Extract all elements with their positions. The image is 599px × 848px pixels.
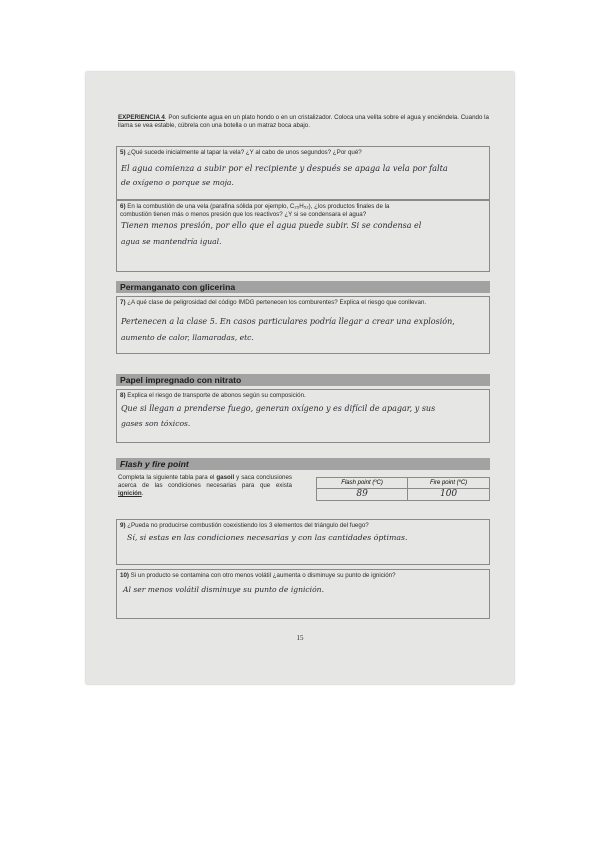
question-10-text [120,572,486,580]
question-8-text [120,392,486,400]
answer-6-line-2: agua se mantendría igual. [121,237,222,246]
question-6-number: 6) [120,203,126,210]
worksheet-page [86,72,514,684]
question-9-text [120,522,486,530]
fire-point-value-text: 100 [439,489,458,499]
question-8-prompt: Explica el riesgo de transporte de abonos según su composición. [125,392,306,399]
question-10-box [116,569,490,619]
experiencia-text: . Pon suficiente agua en un plato hondo o en un cristalizador. Coloca una velita sobre el agua y enciéndela. Cuando la llama se vea estable, cúbrela con una botella o un matraz boca abajo. [118,114,489,130]
question-6-prompt: En la combustión de una vela (parafina sólida por ejemplo, C₂₅H₅₂), ¿los productos finales de la combustión tienen más o menos presión que los reactivos? ¿Y si se condensara el agua? [120,203,390,219]
fire-point-value [408,489,490,501]
section-flash-header: Flash y fire point [116,458,490,470]
answer-10: Al ser menos volátil disminuye su punto de ignición. [123,585,324,594]
answer-6-line-1: Tienen menos presión, por ello que el agua puede subir. Si se condensa el [121,221,422,230]
answer-7-line-2: aumento de calor, llamaradas, etc. [121,333,254,342]
flash-point-header: Flash point (ºC) [317,478,408,489]
question-8-box [116,389,490,443]
question-5-number: 5) [120,149,126,156]
flash-point-value [317,489,408,501]
page-number: 15 [296,634,304,642]
answer-7-line-1: Pertenecen a la clase 5. En casos particulares podría llegar a crear una explosión, [121,317,455,326]
question-6-text [120,203,420,219]
question-7-number: 7) [120,299,126,306]
section-permanganato-header: Permanganato con glicerina [116,281,490,293]
answer-8-line-2: gases son tóxicos. [121,419,191,428]
flash-instructions [118,474,292,498]
question-7-box [116,296,490,354]
question-7-prompt: ¿A qué clase de peligrosidad del código IMDG pertenecen los comburentes? Explica el riesgo que conllevan. [125,299,427,306]
section-papel-header: Papel impregnado con nitrato [116,374,490,386]
fire-point-header: Fire point (ºC) [408,478,490,489]
question-7-text [120,299,486,307]
flash-intro-ignicion: ignición [118,490,142,498]
question-5-box [116,146,490,200]
question-6-box [116,200,490,272]
question-8-number: 8) [120,392,126,399]
answer-5-line-1: El agua comienza a subir por el recipiente y después se apaga la vela por falta [121,163,448,173]
flash-intro-text-3: . [141,490,144,498]
answer-8-line-1: Que si llegan a prenderse fuego, generan oxígeno y es difícil de apagar, y sus [121,404,436,413]
question-9-number: 9) [120,522,126,529]
question-10-number: 10) [120,572,129,579]
flash-point-value-text: 89 [356,489,368,499]
question-9-prompt: ¿Pueda no producirse combustión coexistiendo los 3 elementos del triángulo del fuego? [125,522,369,529]
flash-intro-text-1: Completa la siguiente tabla para el [118,474,217,481]
flash-intro-gasoil: gasoil [216,474,235,481]
question-9-box [116,519,490,565]
question-10-prompt: Si un producto se contamina con otro menos volátil ¿aumenta o disminuye su punto de ignición? [128,572,396,579]
flash-intro-text-2: y saca conclusiones acerca de las condiciones necesarias para que exista [118,474,292,490]
question-5-prompt: ¿Qué sucede inicialmente al tapar la vela? ¿Y al cabo de unos segundos? ¿Por qué? [125,149,362,156]
question-5-text [120,149,484,157]
flash-fire-table [316,477,490,501]
answer-9: Sí, si estas en las condiciones necesarias y con las cantidades óptimas. [127,533,408,542]
answer-5-line-2: de oxígeno o porque se moja. [121,178,234,187]
experiencia-title: EXPERIENCIA 4 [118,114,165,121]
experiencia-instructions [118,114,490,130]
